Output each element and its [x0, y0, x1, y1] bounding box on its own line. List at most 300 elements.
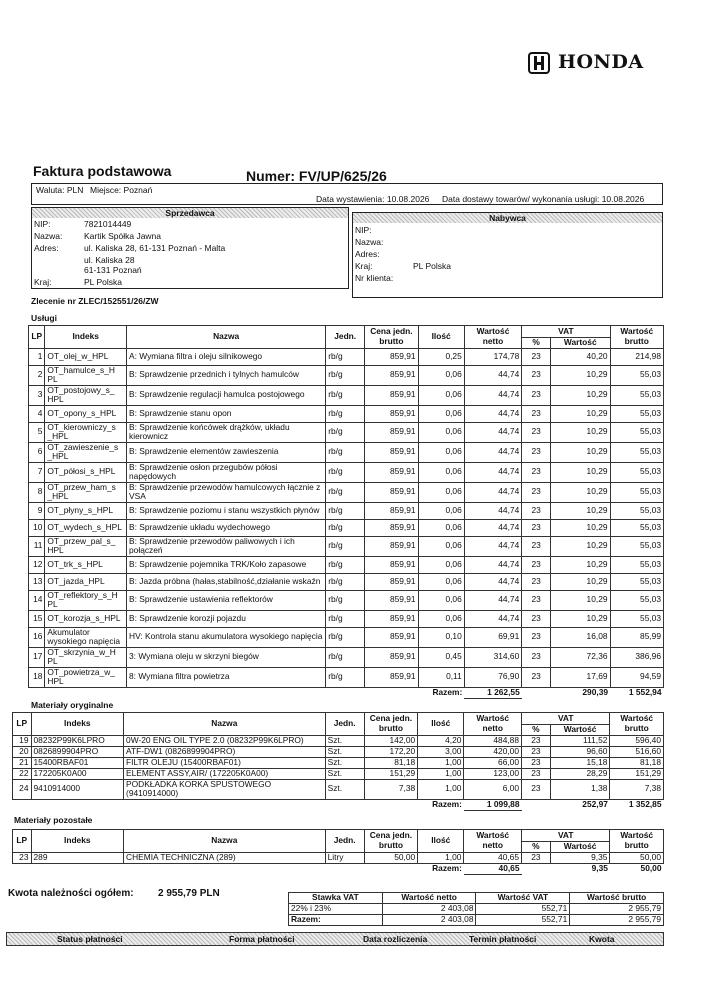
row-lp: 11	[29, 536, 45, 556]
table-row	[29, 502, 664, 519]
other-col-unit: Jedn.	[325, 830, 364, 853]
services-total-label: Razem:	[432, 687, 463, 697]
row-unit: rb/g	[326, 422, 365, 442]
services-total-net: 1 262,55	[464, 687, 521, 698]
col-gross: Wartość brutto	[610, 326, 663, 349]
seller-box	[31, 207, 349, 289]
row-unit: rb/g	[326, 627, 365, 647]
row-vat-pct: 23	[522, 422, 551, 442]
other-col-vat-value: Wartość	[550, 842, 610, 853]
services-section-title: Usługi	[31, 313, 57, 323]
row-name: B: Sprawdzenie końcówek drążków, układu kierownicz	[127, 422, 326, 442]
row-name: B: Sprawdzenie poziomu i stanu wszystkich płynów	[127, 502, 326, 519]
row-index: OT_postojowy_s_ HPL	[45, 385, 127, 405]
row-net: 44,74	[464, 462, 521, 482]
col-qty: Ilość	[418, 326, 464, 349]
table-row	[29, 590, 664, 610]
row-lp: 13	[29, 573, 45, 590]
row-name: B: Sprawdzenie elementów zawieszenia	[127, 442, 326, 462]
buyer-header: Nabywca	[489, 213, 526, 223]
row-unit: Szt.	[325, 735, 364, 746]
row-lp: 5	[29, 422, 45, 442]
row-net: 44,74	[464, 502, 521, 519]
orig-col-price: Cena jedn. brutto	[364, 713, 417, 736]
row-qty: 0,45	[418, 647, 464, 667]
other-total-net: 40,65	[464, 863, 522, 874]
col-lp: LP	[29, 326, 45, 349]
row-vat-pct: 23	[522, 852, 551, 863]
row-qty: 0,06	[418, 556, 464, 573]
row-index: 9410914000	[31, 779, 124, 799]
summary-total-gross: 2 955,79	[570, 915, 664, 926]
invoice-number: Numer: FV/UP/625/26	[246, 168, 387, 184]
buyer-client-label: Nr klienta:	[355, 273, 394, 283]
row-lp: 19	[13, 735, 32, 746]
row-qty: 0,06	[418, 365, 464, 385]
row-vat-value: 10,29	[550, 590, 610, 610]
row-vat-value: 17,69	[550, 667, 610, 687]
row-net: 174,78	[464, 348, 521, 365]
summary-gross: 2 955,79	[570, 904, 664, 915]
row-gross: 386,96	[610, 647, 663, 667]
row-net: 44,74	[464, 482, 521, 502]
row-qty: 0,11	[418, 667, 464, 687]
row-lp: 12	[29, 556, 45, 573]
table-row	[29, 348, 664, 365]
row-gross: 50,00	[610, 852, 664, 863]
row-net: 44,74	[464, 556, 521, 573]
row-index: OT_zawieszenie_s _HPL	[45, 442, 127, 462]
row-index: OT_korozja_s_HPL	[45, 610, 127, 627]
summary-net: 2 403,08	[382, 904, 476, 915]
orig-col-index: Indeks	[31, 713, 124, 736]
row-qty: 0,06	[418, 442, 464, 462]
table-row	[13, 768, 664, 779]
row-net: 66,00	[464, 757, 522, 768]
other-total-gross: 50,00	[640, 863, 662, 873]
row-gross: 55,03	[610, 462, 663, 482]
row-vat-pct: 23	[522, 735, 551, 746]
row-price: 142,00	[364, 735, 417, 746]
row-gross: 81,18	[610, 757, 664, 768]
row-price: 859,91	[365, 462, 418, 482]
row-price: 859,91	[365, 590, 418, 610]
row-name: 3: Wymiana oleju w skrzyni biegów	[127, 647, 326, 667]
row-vat-value: 10,29	[550, 405, 610, 422]
other-col-vat-pct: %	[522, 842, 551, 853]
row-name: B: Sprawdzenie korozji pojazdu	[127, 610, 326, 627]
buyer-nip-label: NIP:	[355, 225, 372, 235]
row-price: 859,91	[365, 502, 418, 519]
row-qty: 1,00	[418, 768, 464, 779]
other-col-price: Cena jedn. brutto	[364, 830, 417, 853]
row-net: 420,00	[464, 746, 522, 757]
row-price: 859,91	[365, 610, 418, 627]
table-row	[13, 735, 664, 746]
other-col-lp: LP	[13, 830, 32, 853]
amount-due-value: 2 955,79 PLN	[158, 888, 220, 899]
row-qty: 0,06	[418, 536, 464, 556]
row-price: 7,38	[364, 779, 417, 799]
row-gross: 7,38	[610, 779, 664, 799]
row-unit: Szt.	[325, 757, 364, 768]
table-row	[29, 462, 664, 482]
col-net: Wartość netto	[464, 326, 521, 349]
row-lp: 24	[13, 779, 32, 799]
row-qty: 1,00	[418, 779, 464, 799]
seller-country-label: Kraj:	[34, 277, 52, 287]
row-net: 44,74	[464, 422, 521, 442]
row-price: 859,91	[365, 536, 418, 556]
services-table	[28, 325, 664, 699]
row-gross: 55,03	[610, 573, 663, 590]
row-unit: Szt.	[325, 746, 364, 757]
seller-address-3: 61-131 Poznań	[84, 265, 142, 275]
row-lp: 1	[29, 348, 45, 365]
row-net: 44,74	[464, 405, 521, 422]
table-row	[29, 519, 664, 536]
document-title: Faktura podstawowa	[33, 163, 172, 179]
row-index: 15400RBAF01	[31, 757, 124, 768]
row-gross: 55,03	[610, 610, 663, 627]
other-col-name: Nazwa	[124, 830, 326, 853]
table-row	[29, 667, 664, 687]
row-qty: 0,06	[418, 573, 464, 590]
row-name: HV: Kontrola stanu akumulatora wysokiego napięcia	[127, 627, 326, 647]
row-net: 44,74	[464, 590, 521, 610]
row-lp: 3	[29, 385, 45, 405]
row-gross: 151,29	[610, 768, 664, 779]
payment-status-header: Status płatności	[57, 934, 123, 944]
row-gross: 55,03	[610, 442, 663, 462]
table-row	[29, 482, 664, 502]
services-total-gross: 1 552,94	[628, 687, 662, 697]
orig-total-net: 1 099,88	[464, 799, 522, 810]
row-vat-pct: 23	[522, 779, 551, 799]
col-vat: VAT	[522, 326, 610, 338]
row-vat-value: 40,20	[550, 348, 610, 365]
row-unit: rb/g	[326, 647, 365, 667]
orig-col-unit: Jedn.	[325, 713, 364, 736]
orig-col-net: Wartość netto	[464, 713, 522, 736]
row-gross: 596,40	[610, 735, 664, 746]
row-unit: rb/g	[326, 556, 365, 573]
table-row	[29, 365, 664, 385]
row-index: OT_płyny_s_HPL	[45, 502, 127, 519]
row-price: 859,91	[365, 482, 418, 502]
other-col-qty: Ilość	[418, 830, 464, 853]
seller-address-2: ul. Kaliska 28	[84, 255, 135, 265]
row-vat-pct: 23	[522, 757, 551, 768]
row-name: B: Sprawdzenie ustawienia reflektorów	[127, 590, 326, 610]
currency: Waluta: PLN	[36, 185, 84, 195]
row-vat-value: 10,29	[550, 502, 610, 519]
seller-address-label: Adres:	[34, 243, 59, 253]
row-vat-value: 9,35	[550, 852, 610, 863]
row-lp: 4	[29, 405, 45, 422]
row-qty: 0,06	[418, 422, 464, 442]
row-unit: Szt.	[325, 768, 364, 779]
row-net: 76,90	[464, 667, 521, 687]
orig-col-vat-value: Wartość	[550, 725, 610, 736]
row-unit: rb/g	[326, 405, 365, 422]
row-qty: 1,00	[418, 852, 464, 863]
buyer-country: PL Polska	[413, 261, 451, 271]
row-price: 859,91	[365, 385, 418, 405]
orig-total-gross: 1 352,85	[628, 799, 662, 809]
row-name: B: Sprawdzenie regulacji hamulca postojowego	[127, 385, 326, 405]
row-net: 69,91	[464, 627, 521, 647]
issue-date: Data wystawienia: 10.08.2026	[316, 194, 430, 204]
buyer-name-label: Nazwa:	[355, 237, 384, 247]
row-name: ATF-DW1 (0826899904PRO)	[124, 746, 326, 757]
row-price: 81,18	[364, 757, 417, 768]
table-row	[29, 385, 664, 405]
row-price: 151,29	[364, 768, 417, 779]
row-lp: 23	[13, 852, 32, 863]
row-vat-value: 16,08	[550, 627, 610, 647]
table-row	[29, 627, 664, 647]
amount-header: Kwota	[589, 934, 615, 944]
row-lp: 10	[29, 519, 45, 536]
row-index: 0826899904PRO	[31, 746, 124, 757]
table-row	[13, 757, 664, 768]
row-qty: 1,00	[418, 757, 464, 768]
table-row	[13, 746, 664, 757]
row-name: 8: Wymiana filtra powietrza	[127, 667, 326, 687]
row-vat-value: 10,29	[550, 462, 610, 482]
row-qty: 4,20	[418, 735, 464, 746]
orig-col-qty: Ilość	[418, 713, 464, 736]
row-price: 859,91	[365, 442, 418, 462]
row-qty: 0,06	[418, 482, 464, 502]
row-gross: 55,03	[610, 405, 663, 422]
row-name: PODKŁADKA KORKA SPUSTOWEGO (9410914000)	[124, 779, 326, 799]
row-price: 859,91	[365, 647, 418, 667]
row-net: 44,74	[464, 610, 521, 627]
row-name: B: Sprawdzenie układu wydechowego	[127, 519, 326, 536]
row-price: 859,91	[365, 422, 418, 442]
row-unit: Litry	[325, 852, 364, 863]
summary-rate: 22% i 23%	[289, 904, 383, 915]
brand-name: HONDA	[558, 51, 644, 73]
row-index: OT_olej_w_HPL	[45, 348, 127, 365]
original-materials-title: Materiały oryginalne	[31, 700, 114, 710]
payment-method-header: Forma płatności	[229, 934, 295, 944]
row-lp: 17	[29, 647, 45, 667]
other-col-gross: Wartość brutto	[610, 830, 664, 853]
row-index: Akumulator wysokiego napięcia	[45, 627, 127, 647]
table-row	[29, 556, 664, 573]
row-vat-pct: 23	[522, 536, 551, 556]
row-price: 859,91	[365, 405, 418, 422]
row-lp: 22	[13, 768, 32, 779]
row-lp: 20	[13, 746, 32, 757]
seller-nip-label: NIP:	[34, 219, 51, 229]
row-vat-value: 15,18	[550, 757, 610, 768]
buyer-country-label: Kraj:	[355, 261, 373, 271]
place: Miejsce: Poznań	[90, 185, 153, 195]
summary-total-vat: 552,71	[476, 915, 570, 926]
row-net: 44,74	[464, 536, 521, 556]
vat-summary-table	[288, 892, 664, 926]
col-price: Cena jedn. brutto	[365, 326, 418, 349]
row-index: OT_trk_s_HPL	[45, 556, 127, 573]
row-price: 859,91	[365, 365, 418, 385]
orig-col-lp: LP	[13, 713, 32, 736]
row-qty: 3,00	[418, 746, 464, 757]
row-price: 859,91	[365, 556, 418, 573]
row-vat-value: 10,29	[550, 442, 610, 462]
row-vat-value: 10,29	[550, 365, 610, 385]
row-name: B: Sprawdzenie stanu opon	[127, 405, 326, 422]
table-row	[29, 610, 664, 627]
row-net: 484,88	[464, 735, 522, 746]
summary-col-net: Wartość netto	[382, 893, 476, 904]
amount-due-label: Kwota należności ogółem:	[8, 888, 134, 899]
payment-due-header: Termin płatności	[469, 934, 537, 944]
row-gross: 214,98	[610, 348, 663, 365]
row-vat-pct: 23	[522, 385, 551, 405]
row-index: OT_hamulce_s_H PL	[45, 365, 127, 385]
row-gross: 55,03	[610, 556, 663, 573]
row-vat-pct: 23	[522, 573, 551, 590]
row-vat-value: 111,52	[550, 735, 610, 746]
row-price: 859,91	[365, 519, 418, 536]
row-qty: 0,10	[418, 627, 464, 647]
row-vat-pct: 23	[522, 442, 551, 462]
table-row	[29, 536, 664, 556]
row-vat-value: 10,29	[550, 556, 610, 573]
other-materials-table	[12, 829, 664, 875]
row-qty: 0,06	[418, 610, 464, 627]
row-name: B: Jazda próbna (hałas,stabilność,działanie wskaźn	[127, 573, 326, 590]
row-name: A: Wymiana filtra i oleju silnikowego	[127, 348, 326, 365]
table-row	[13, 852, 664, 863]
row-gross: 94,59	[610, 667, 663, 687]
row-vat-value: 72,36	[550, 647, 610, 667]
row-unit: rb/g	[326, 519, 365, 536]
row-lp: 8	[29, 482, 45, 502]
col-unit: Jedn.	[326, 326, 365, 349]
row-index: OT_półosi_s_HPL	[45, 462, 127, 482]
summary-vat: 552,71	[476, 904, 570, 915]
seller-address-1: ul. Kaliska 28, 61-131 Poznań - Malta	[84, 243, 226, 253]
row-qty: 0,25	[418, 348, 464, 365]
row-index: 289	[31, 852, 124, 863]
row-price: 172,20	[364, 746, 417, 757]
row-index: 08232P99K6LPRO	[31, 735, 124, 746]
row-net: 44,74	[464, 365, 521, 385]
table-row	[29, 442, 664, 462]
table-row	[29, 405, 664, 422]
table-row	[13, 779, 664, 799]
row-price: 859,91	[365, 348, 418, 365]
services-total-vat: 290,39	[582, 687, 609, 697]
orig-total-vat: 252,97	[582, 799, 608, 809]
row-qty: 0,06	[418, 462, 464, 482]
row-vat-value: 10,29	[550, 385, 610, 405]
summary-col-rate: Stawka VAT	[289, 893, 383, 904]
row-unit: rb/g	[326, 442, 365, 462]
seller-country: PL Polska	[84, 277, 122, 287]
row-lp: 14	[29, 590, 45, 610]
row-vat-value: 10,29	[550, 482, 610, 502]
other-total-vat: 9,35	[591, 863, 608, 873]
seller-name: Kartik Spółka Jawna	[84, 231, 162, 241]
row-name: CHEMIA TECHNICZNA (289)	[124, 852, 326, 863]
orig-col-gross: Wartość brutto	[610, 713, 664, 736]
row-qty: 0,06	[418, 590, 464, 610]
row-price: 859,91	[365, 573, 418, 590]
row-net: 6,00	[464, 779, 522, 799]
row-name: B: Sprawdzenie przednich i tylnych hamulców	[127, 365, 326, 385]
row-qty: 0,06	[418, 502, 464, 519]
row-unit: rb/g	[326, 385, 365, 405]
row-name: FILTR OLEJU (15400RBAF01)	[124, 757, 326, 768]
buyer-address-label: Adres:	[355, 249, 380, 259]
col-vat-pct: %	[522, 338, 551, 349]
row-vat-pct: 23	[522, 519, 551, 536]
row-lp: 18	[29, 667, 45, 687]
row-vat-pct: 23	[522, 348, 551, 365]
row-vat-value: 10,29	[550, 573, 610, 590]
row-lp: 6	[29, 442, 45, 462]
row-unit: rb/g	[326, 502, 365, 519]
row-vat-pct: 23	[522, 482, 551, 502]
row-net: 44,74	[464, 573, 521, 590]
row-name: B: Sprawdzenie osłon przegubów półosi napędowych	[127, 462, 326, 482]
row-index: OT_jazda_HPL	[45, 573, 127, 590]
row-net: 44,74	[464, 442, 521, 462]
row-lp: 2	[29, 365, 45, 385]
row-net: 44,74	[464, 385, 521, 405]
other-col-vat: VAT	[522, 830, 610, 842]
table-row	[29, 573, 664, 590]
row-index: OT_reflektory_s_H PL	[45, 590, 127, 610]
summary-total-label: Razem:	[289, 915, 383, 926]
row-unit: rb/g	[326, 610, 365, 627]
row-name: B: Sprawdzenie pojemnika TRK/Koło zapasowe	[127, 556, 326, 573]
table-row	[29, 422, 664, 442]
row-net: 40,65	[464, 852, 522, 863]
row-lp: 15	[29, 610, 45, 627]
row-gross: 55,03	[610, 590, 663, 610]
row-lp: 21	[13, 757, 32, 768]
row-vat-value: 10,29	[550, 519, 610, 536]
row-net: 44,74	[464, 519, 521, 536]
row-qty: 0,06	[418, 519, 464, 536]
col-name: Nazwa	[127, 326, 326, 349]
order-number: Zlecenie nr ZLEC/152551/26/ZW	[31, 296, 159, 306]
honda-logo	[528, 50, 668, 78]
row-gross: 55,03	[610, 422, 663, 442]
row-index: OT_kierowniczy_s _HPL	[45, 422, 127, 442]
row-vat-pct: 23	[522, 746, 551, 757]
row-unit: rb/g	[326, 462, 365, 482]
other-col-index: Indeks	[31, 830, 124, 853]
col-index: Indeks	[45, 326, 127, 349]
row-unit: rb/g	[326, 348, 365, 365]
row-vat-value: 10,29	[550, 536, 610, 556]
row-name: B: Sprawdzenie przewodów hamulcowych łącznie z VSA	[127, 482, 326, 502]
row-vat-pct: 23	[522, 462, 551, 482]
summary-col-vat: Wartość VAT	[476, 893, 570, 904]
meta-bar	[31, 183, 663, 205]
row-vat-value: 10,29	[550, 610, 610, 627]
row-vat-pct: 23	[522, 610, 551, 627]
row-vat-pct: 23	[522, 590, 551, 610]
